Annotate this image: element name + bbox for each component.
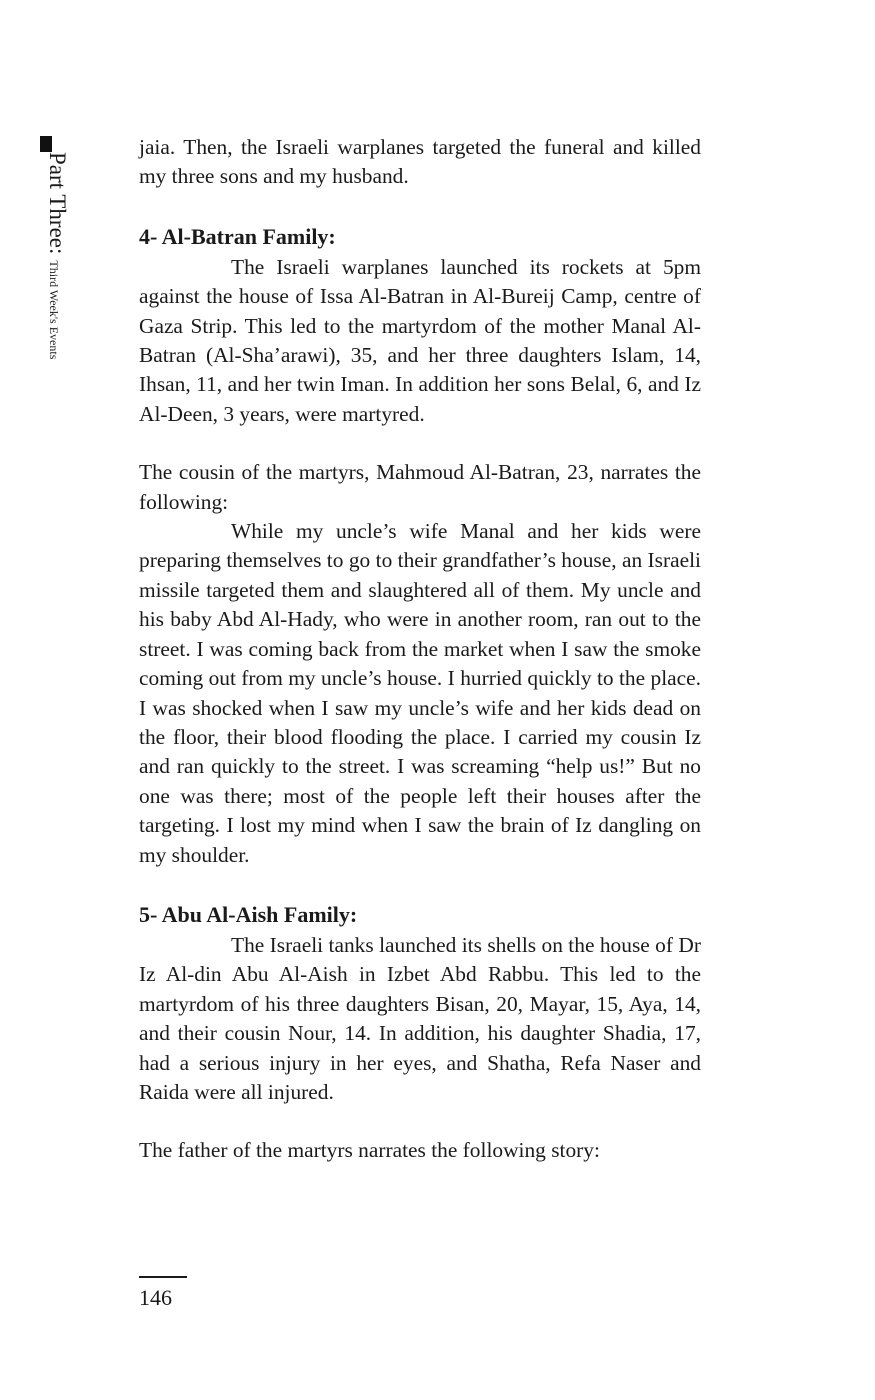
page-number: 146 <box>139 1285 172 1310</box>
footer-rule <box>139 1276 187 1278</box>
heading-abu-al-aish-family: 5- Abu Al-Aish Family: <box>139 901 358 927</box>
running-header-part: Part Three: <box>45 152 70 255</box>
heading-al-batran-family: 4- Al-Batran Family: <box>139 223 336 249</box>
paragraph-continuation: jaia. Then, the Israeli warplanes targeted the funeral and killed my three sons and my husband. <box>139 135 701 189</box>
paragraph-batran-attack: The Israeli warplanes launched its rockets at 5pm against the house of Issa Al-Batran in Al-Bureij Camp, centre of Gaza Strip. This led to the martyrdom of the mother Manal Al-Batran (Al-Sha’arawi), 35, and her three daughters Islam, 14, Ihsan, 11, and her twin Iman. In addition her sons Belal, 6, and Iz Al-Deen, 3 years, were martyred. <box>139 254 701 426</box>
paragraph-batran-cousin-intro: The cousin of the martyrs, Mahmoud Al-Batran, 23, narrates the following: <box>139 460 701 514</box>
header-marker-bar <box>40 136 52 152</box>
running-header-section: Third Week's Events <box>47 260 61 360</box>
page-body <box>139 133 701 1166</box>
paragraph-aish-attack: The Israeli tanks launched its shells on the house of Dr Iz Al-din Abu Al-Aish in Izbet Abd Rabbu. This led to the martyrdom of his three daughters Bisan, 20, Mayar, 15, Aya, 14, and their cousin Nour, 14. In addition, his daughter Shadia, 17, had a serious injury in her eyes, and Shatha, Refa Naser and Raida were all injured. <box>139 932 701 1104</box>
paragraph-batran-testimony: While my uncle’s wife Manal and her kids were preparing themselves to go to their grandfather’s house, an Israeli missile targeted them and slaughtered all of them. My uncle and his baby Abd Al-Hady, who were in another room, ran out to the street. I was coming back from the market when I saw the smoke coming out from my uncle’s house. I hurried quickly to the place. I was shocked when I saw my uncle’s wife and her kids dead on the floor, their blood flooding the place. I carried my cousin Iz and ran quickly to the street. I was screaming “help us!” But no one was there; most of the people left their houses after the targeting. I lost my mind when I saw the brain of Iz dangling on my shoulder. <box>139 519 701 867</box>
paragraph-aish-father-intro: The father of the martyrs narrates the following story: <box>139 1138 600 1163</box>
running-header <box>44 152 70 359</box>
